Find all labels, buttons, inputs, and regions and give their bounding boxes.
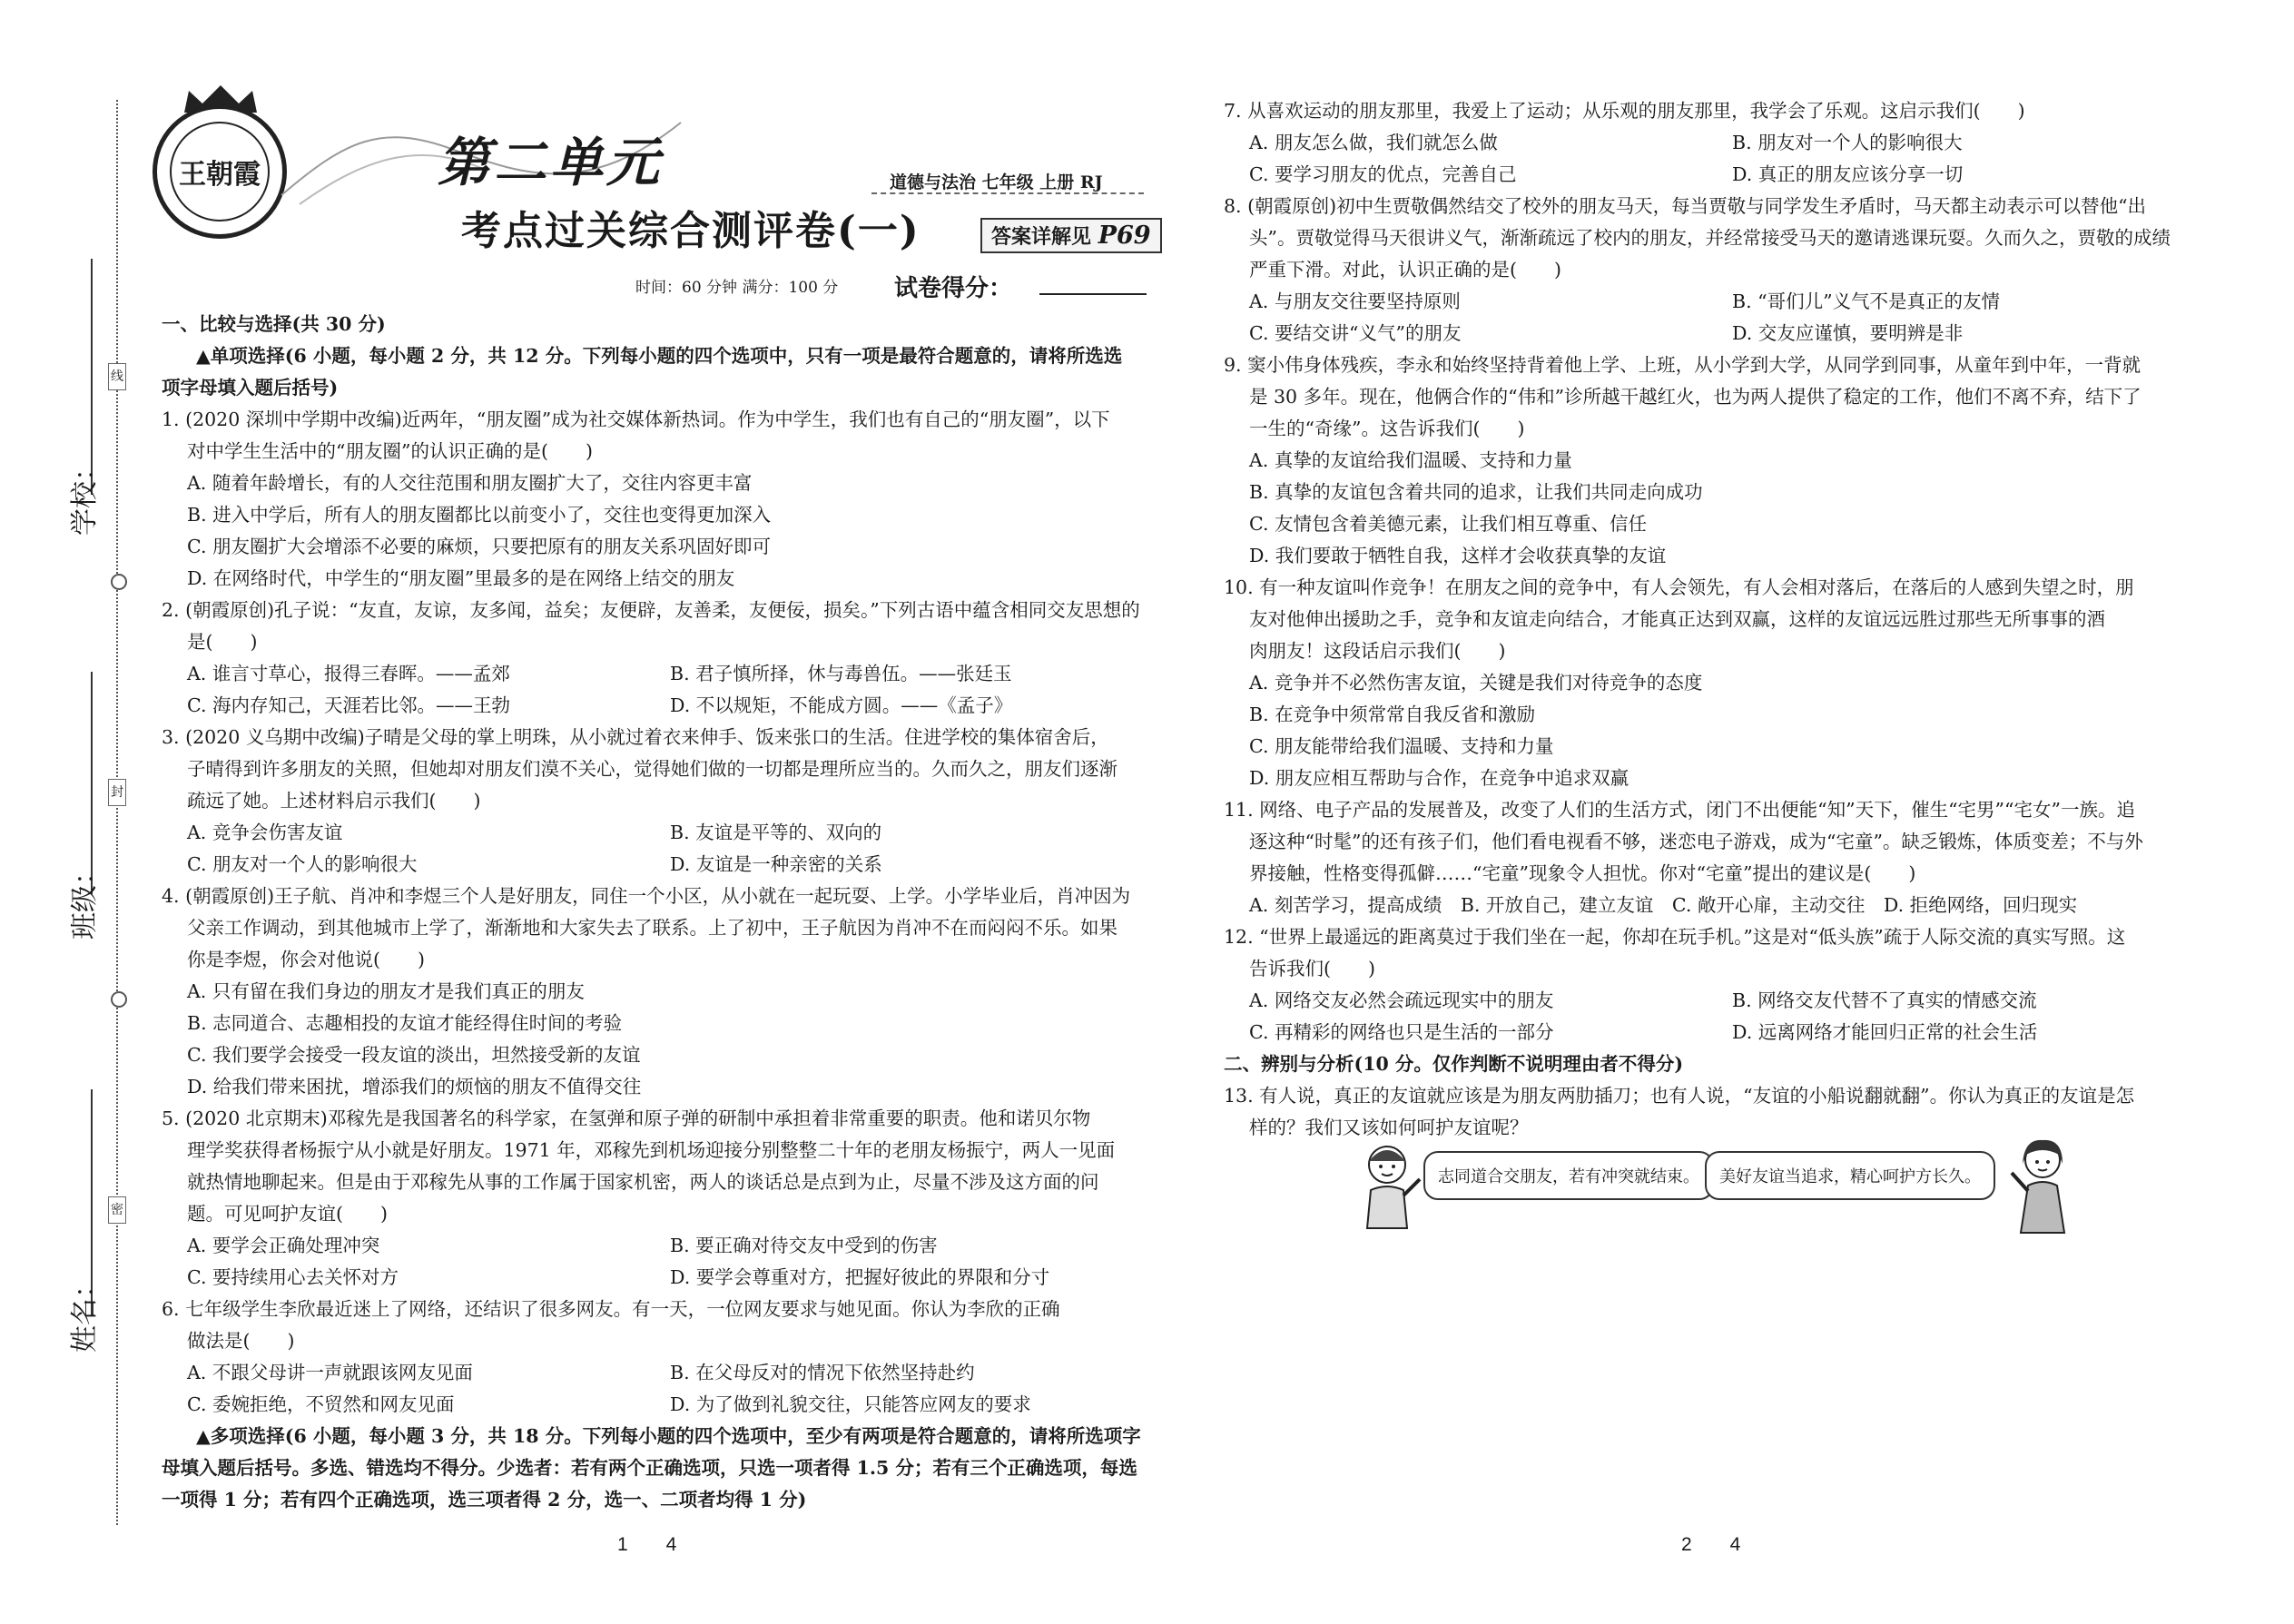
score-label: 试卷得分： [894, 275, 1013, 302]
option: A. 真挚的友谊给我们温暖、支持和力量 [1249, 449, 1572, 471]
option: D. 交友应谨慎，要明辨是非 [1732, 322, 1964, 344]
section-title: 二、辨别与分析(10 分。仅作判断不说明理由者不得分) [1224, 1053, 1684, 1075]
binding-hole [111, 574, 127, 590]
brand-logo-text: 王朝霞 [170, 122, 270, 221]
option: C. 我们要学会接受一段友谊的淡出，坦然接受新的友谊 [187, 1044, 641, 1066]
option: B. 在竞争中须常常自我反省和激励 [1249, 704, 1536, 725]
single-choice-instruction: ▲单项选择(6 小题，每小题 2 分，共 12 分。下列每小题的四个选项中，只有一项是最符合题意的，请将所选选 [196, 345, 1123, 367]
question-stem: 8. (朝霞原创)初中生贾敬偶然结交了校外的朋友马天，每当贾敬与同学发生矛盾时，马天都主动表示可以替他“出 [1224, 195, 2147, 217]
speech-bubble-left: 志同道合交朋友，若有冲突就结束。 [1423, 1151, 1714, 1200]
option-row [1224, 1017, 2231, 1048]
exam-meta: 时间：60 分钟 满分：100 分 [635, 279, 839, 297]
option: C. 朋友能带给我们温暖、支持和力量 [1249, 735, 1554, 757]
option: B. 真挚的友谊包含着共同的追求，让我们共同走向成功 [1249, 481, 1703, 503]
option: C. 要学习朋友的优点，完善自己 [1249, 163, 1517, 185]
question-stem: 父亲工作调动，到其他城市上学了，渐渐地和大家失去了联系。上了初中，王子航因为肖冲不在而闷闷不乐。如果 [187, 917, 1117, 939]
option: A. 只有留在我们身边的朋友才是我们真正的朋友 [187, 980, 585, 1002]
option: A. 要学会正确处理冲突 [187, 1235, 380, 1256]
answer-reference-page: P69 [1098, 221, 1151, 250]
option: C. 要结交讲“义气”的朋友 [1249, 322, 1462, 344]
class-label: 班级： [69, 858, 101, 940]
name-label: 姓名： [69, 1271, 101, 1353]
option: C. 友情包含着美德元素，让我们相互尊重、信任 [1249, 513, 1647, 535]
question-stem: 题。可见呵护友谊( ) [187, 1203, 388, 1225]
right-column [1224, 95, 2231, 1144]
binding-hole [111, 991, 127, 1008]
question-stem: 5. (2020 北京期末)邓稼先是我国著名的科学家，在氢弹和原子弹的研制中承担着非常重要的职责。他和诺贝尔物 [162, 1107, 1091, 1129]
speech-bubble-right: 美好友谊当追求，精心呵护方长久。 [1705, 1151, 1995, 1200]
boy-illustration [1351, 1139, 1425, 1230]
question-stem: 界接触，性格变得孤僻……“宅童”现象令人担忧。你对“宅童”提出的建议是( ) [1249, 862, 1916, 884]
option: C. 委婉拒绝，不贸然和网友见面 [187, 1393, 455, 1415]
question-stem: 理学奖获得者杨振宁从小就是好朋友。1971 年，邓稼先到机场迎接分别整整二十年的老朋友杨振宁，两人一见面 [187, 1139, 1116, 1161]
question-stem: 做法是( ) [187, 1330, 295, 1352]
question-stem: 是 30 多年。现在，他俩合作的“伟和”诊所越干越红火，也为两人提供了稳定的工作，他们不离不弃，结下了 [1249, 386, 2141, 408]
question-stem: 4. (朝霞原创)王子航、肖冲和李煜三个人是好朋友，同住一个小区，从小就在一起玩耍、上学。小学毕业后，肖冲因为 [162, 885, 1131, 907]
option: C. 朋友圈扩大会增添不必要的麻烦，只要把原有的朋友关系巩固好即可 [187, 536, 771, 557]
question-stem: 12. “世界上最遥远的距离莫过于我们坐在一起，你却在玩手机。”这是对“低头族”疏于人际交流的真实写照。这 [1224, 926, 2126, 948]
option: B. 友谊是平等的、双向的 [670, 822, 882, 843]
option: C. 再精彩的网络也只是生活的一部分 [1249, 1021, 1554, 1043]
question-stem: 是( ) [187, 631, 258, 653]
option: B. 君子慎所择，休与毒兽伍。——张廷玉 [670, 663, 1012, 684]
option-row [1224, 318, 2231, 349]
option: D. 朋友应相互帮助与合作，在竞争中追求双赢 [1249, 767, 1629, 789]
question-stem: 一生的“奇缘”。这告诉我们( ) [1249, 418, 1525, 439]
option: D. 远离网络才能回归正常的社会生活 [1732, 1021, 2038, 1043]
binding-mark-seal: 封 [108, 779, 126, 806]
question-stem: 2. (朝霞原创)孔子说：“友直，友谅，友多闻，益矣；友便辟，友善柔，友便佞，损矣。”下列古语中蕴含相同交友思想的 [162, 599, 1140, 621]
option-row [162, 1262, 1160, 1294]
option: D. 不以规矩，不能成方圆。——《孟子》 [670, 694, 1013, 716]
option-row [162, 1357, 1160, 1389]
option: B. 进入中学后，所有人的朋友圈都比以前变小了，交往也变得更加深入 [187, 504, 772, 526]
option: A. 竞争并不必然伤害友谊，关键是我们对待竞争的态度 [1249, 672, 1703, 694]
multi-choice-instruction: ▲多项选择(6 小题，每小题 3 分，共 18 分。下列每小题的四个选项中，至少有两项是符合题意的，请将所选项字 [196, 1425, 1141, 1447]
question-stem: 友对他伸出援助之手，竞争和友谊走向结合，才能真正达到双赢，这样的友谊远远胜过那些无所事事的酒 [1249, 608, 2105, 630]
option: C. 要持续用心去关怀对方 [187, 1266, 399, 1288]
option: A. 竞争会伤害友谊 [187, 822, 343, 843]
option-row: A. 刻苦学习，提高成绩 B. 开放自己，建立友谊 C. 敞开心扉，主动交往 D. 拒绝网络，回归现实 [1249, 894, 2078, 916]
option-row [1224, 286, 2231, 318]
option: A. 不跟父母讲一声就跟该网友见面 [187, 1362, 473, 1383]
score-field[interactable] [1039, 293, 1147, 295]
girl-illustration [2006, 1135, 2079, 1235]
question-stem: 1. (2020 深圳中学期中改编)近两年，“朋友圈”成为社交媒体新热词。作为中学生，我们也有自己的“朋友圈”，以下 [162, 408, 1110, 430]
option: B. 要正确对待交友中受到的伤害 [670, 1235, 938, 1256]
option: D. 给我们带来困扰，增添我们的烦恼的朋友不值得交往 [187, 1076, 642, 1097]
question-stem: 3. (2020 义乌期中改编)子晴是父母的掌上明珠，从小就过着衣来伸手、饭来张口的生活。住进学校的集体宿舍后， [162, 726, 1109, 748]
question-stem: 13. 有人说，真正的友谊就应该是为朋友两肋插刀；也有人说，“友谊的小船说翻就翻”。你认为真正的友谊是怎 [1224, 1085, 2135, 1107]
option-row [1224, 159, 2231, 191]
option: B. 在父母反对的情况下依然坚持赴约 [670, 1362, 975, 1383]
option-row [162, 658, 1160, 690]
option: A. 随着年龄增长，有的人交往范围和朋友圈扩大了，交往内容更丰富 [187, 472, 753, 494]
option: B. “哥们儿”义气不是真正的友情 [1732, 290, 2001, 312]
question-stem: 头”。贾敬觉得马天很讲义气，渐渐疏远了校内的朋友，并经常接受马天的邀请逃课玩耍。久而久之，贾敬的成绩 [1249, 227, 2171, 249]
option-row [1224, 985, 2231, 1017]
option: B. 志同道合、志趣相投的友谊才能经得住时间的考验 [187, 1012, 623, 1034]
question-stem: 就热情地聊起来。但是由于邓稼先从事的工作属于国家机密，两人的谈话总是点到为止，尽量不涉及这方面的问 [187, 1171, 1099, 1193]
question-stem: 子晴得到许多朋友的关照，但她却对朋友们漠不关心，觉得她们做的一切都是理所应当的。久而久之，朋友们逐渐 [187, 758, 1117, 780]
option: B. 网络交友代替不了真实的情感交流 [1732, 989, 2037, 1011]
question-stem: 6. 七年级学生李欣最近迷上了网络，还结识了很多网友。有一天，一位网友要求与她见面。你认为李欣的正确 [162, 1298, 1060, 1320]
option: B. 朋友对一个人的影响很大 [1732, 132, 1963, 153]
option-row [162, 1230, 1160, 1262]
subject-divider [871, 192, 1144, 194]
option: D. 为了做到礼貌交往，只能答应网友的要求 [670, 1393, 1031, 1415]
page-number-left: 1 4 [617, 1534, 677, 1555]
option: C. 海内存知己，天涯若比邻。——王勃 [187, 694, 510, 716]
question-stem: 样的？我们又该如何呵护友谊呢？ [1249, 1117, 1529, 1138]
question-stem: 疏远了她。上述材料启示我们( ) [187, 790, 481, 812]
school-label: 学校： [69, 454, 101, 536]
answer-reference-box [980, 218, 1162, 253]
option: D. 要学会尊重对方，把握好彼此的界限和分寸 [670, 1266, 1050, 1288]
subject-bar: 道德与法治 七年级 上册 RJ [890, 172, 1103, 192]
option-row [1224, 127, 2231, 159]
question-stem: 逐这种“时髦”的还有孩子们，他们看电视看不够，迷恋电子游戏，成为“宅童”。缺乏锻炼，体质变差；不与外 [1249, 831, 2143, 852]
binding-line [116, 100, 136, 1525]
option: D. 真正的朋友应该分享一切 [1732, 163, 1964, 185]
option-row [162, 849, 1160, 881]
left-column [162, 309, 1160, 1516]
answer-reference-label: 答案详解见 [991, 225, 1092, 249]
page-number-right: 2 4 [1681, 1534, 1741, 1555]
unit-title: 第二单元 [438, 132, 664, 193]
question-stem: 11. 网络、电子产品的发展普及，改变了人们的生活方式，闭门不出便能“知”天下，催生“宅男”“宅女”一族。追 [1224, 799, 2135, 821]
option: D. 我们要敢于牺牲自我，这样才会收获真挚的友谊 [1249, 545, 1667, 566]
question-stem: 9. 窦小伟身体残疾，李永和始终坚持背着他上学、上班，从小学到大学，从同学到同事，从童年到中年，一背就 [1224, 354, 2141, 376]
question-stem: 7. 从喜欢运动的朋友那里，我爱上了运动；从乐观的朋友那里，我学会了乐观。这启示我们( ) [1224, 100, 2025, 122]
single-choice-instruction: 项字母填入题后括号) [162, 377, 339, 399]
option: A. 与朋友交往要坚持原则 [1249, 290, 1461, 312]
option: D. 友谊是一种亲密的关系 [670, 853, 882, 875]
multi-choice-instruction: 一项得 1 分；若有四个正确选项，选三项者得 2 分，选一、二项者均得 1 分) [162, 1489, 807, 1511]
option: A. 网络交友必然会疏远现实中的朋友 [1249, 989, 1554, 1011]
question-stem: 你是李煜，你会对他说( ) [187, 949, 425, 970]
brand-logo [153, 104, 287, 239]
option: A. 朋友怎么做，我们就怎么做 [1249, 132, 1498, 153]
question-stem: 肉朋友！这段话启示我们( ) [1249, 640, 1506, 662]
binding-mark-line: 线 [108, 363, 126, 390]
section-title: 一、比较与选择(共 30 分) [162, 313, 386, 335]
option: D. 在网络时代，中学生的“朋友圈”里最多的是在网络上结交的朋友 [187, 567, 735, 589]
option-row [162, 817, 1160, 849]
option: A. 谁言寸草心，报得三春晖。——孟郊 [187, 663, 510, 684]
question-stem: 对中学生生活中的“朋友圈”的认识正确的是( ) [187, 440, 593, 462]
question-stem: 10. 有一种友谊叫作竞争！在朋友之间的竞争中，有人会领先，有人会相对落后，在落后的人感到失望之时，朋 [1224, 576, 2134, 598]
multi-choice-instruction: 母填入题后括号。多选、错选均不得分。少选者：若有两个正确选项，只选一项者得 1.5 分；若有三个正确选项，每选 [162, 1457, 1137, 1479]
option: C. 朋友对一个人的影响很大 [187, 853, 418, 875]
question-stem: 严重下滑。对此，认识正确的是( ) [1249, 259, 1561, 281]
test-title: 考点过关综合测评卷(一) [461, 208, 921, 254]
question-stem: 告诉我们( ) [1249, 958, 1375, 979]
binding-mark-dense: 密 [108, 1196, 126, 1224]
option-row [162, 1389, 1160, 1421]
option-row [162, 690, 1160, 722]
